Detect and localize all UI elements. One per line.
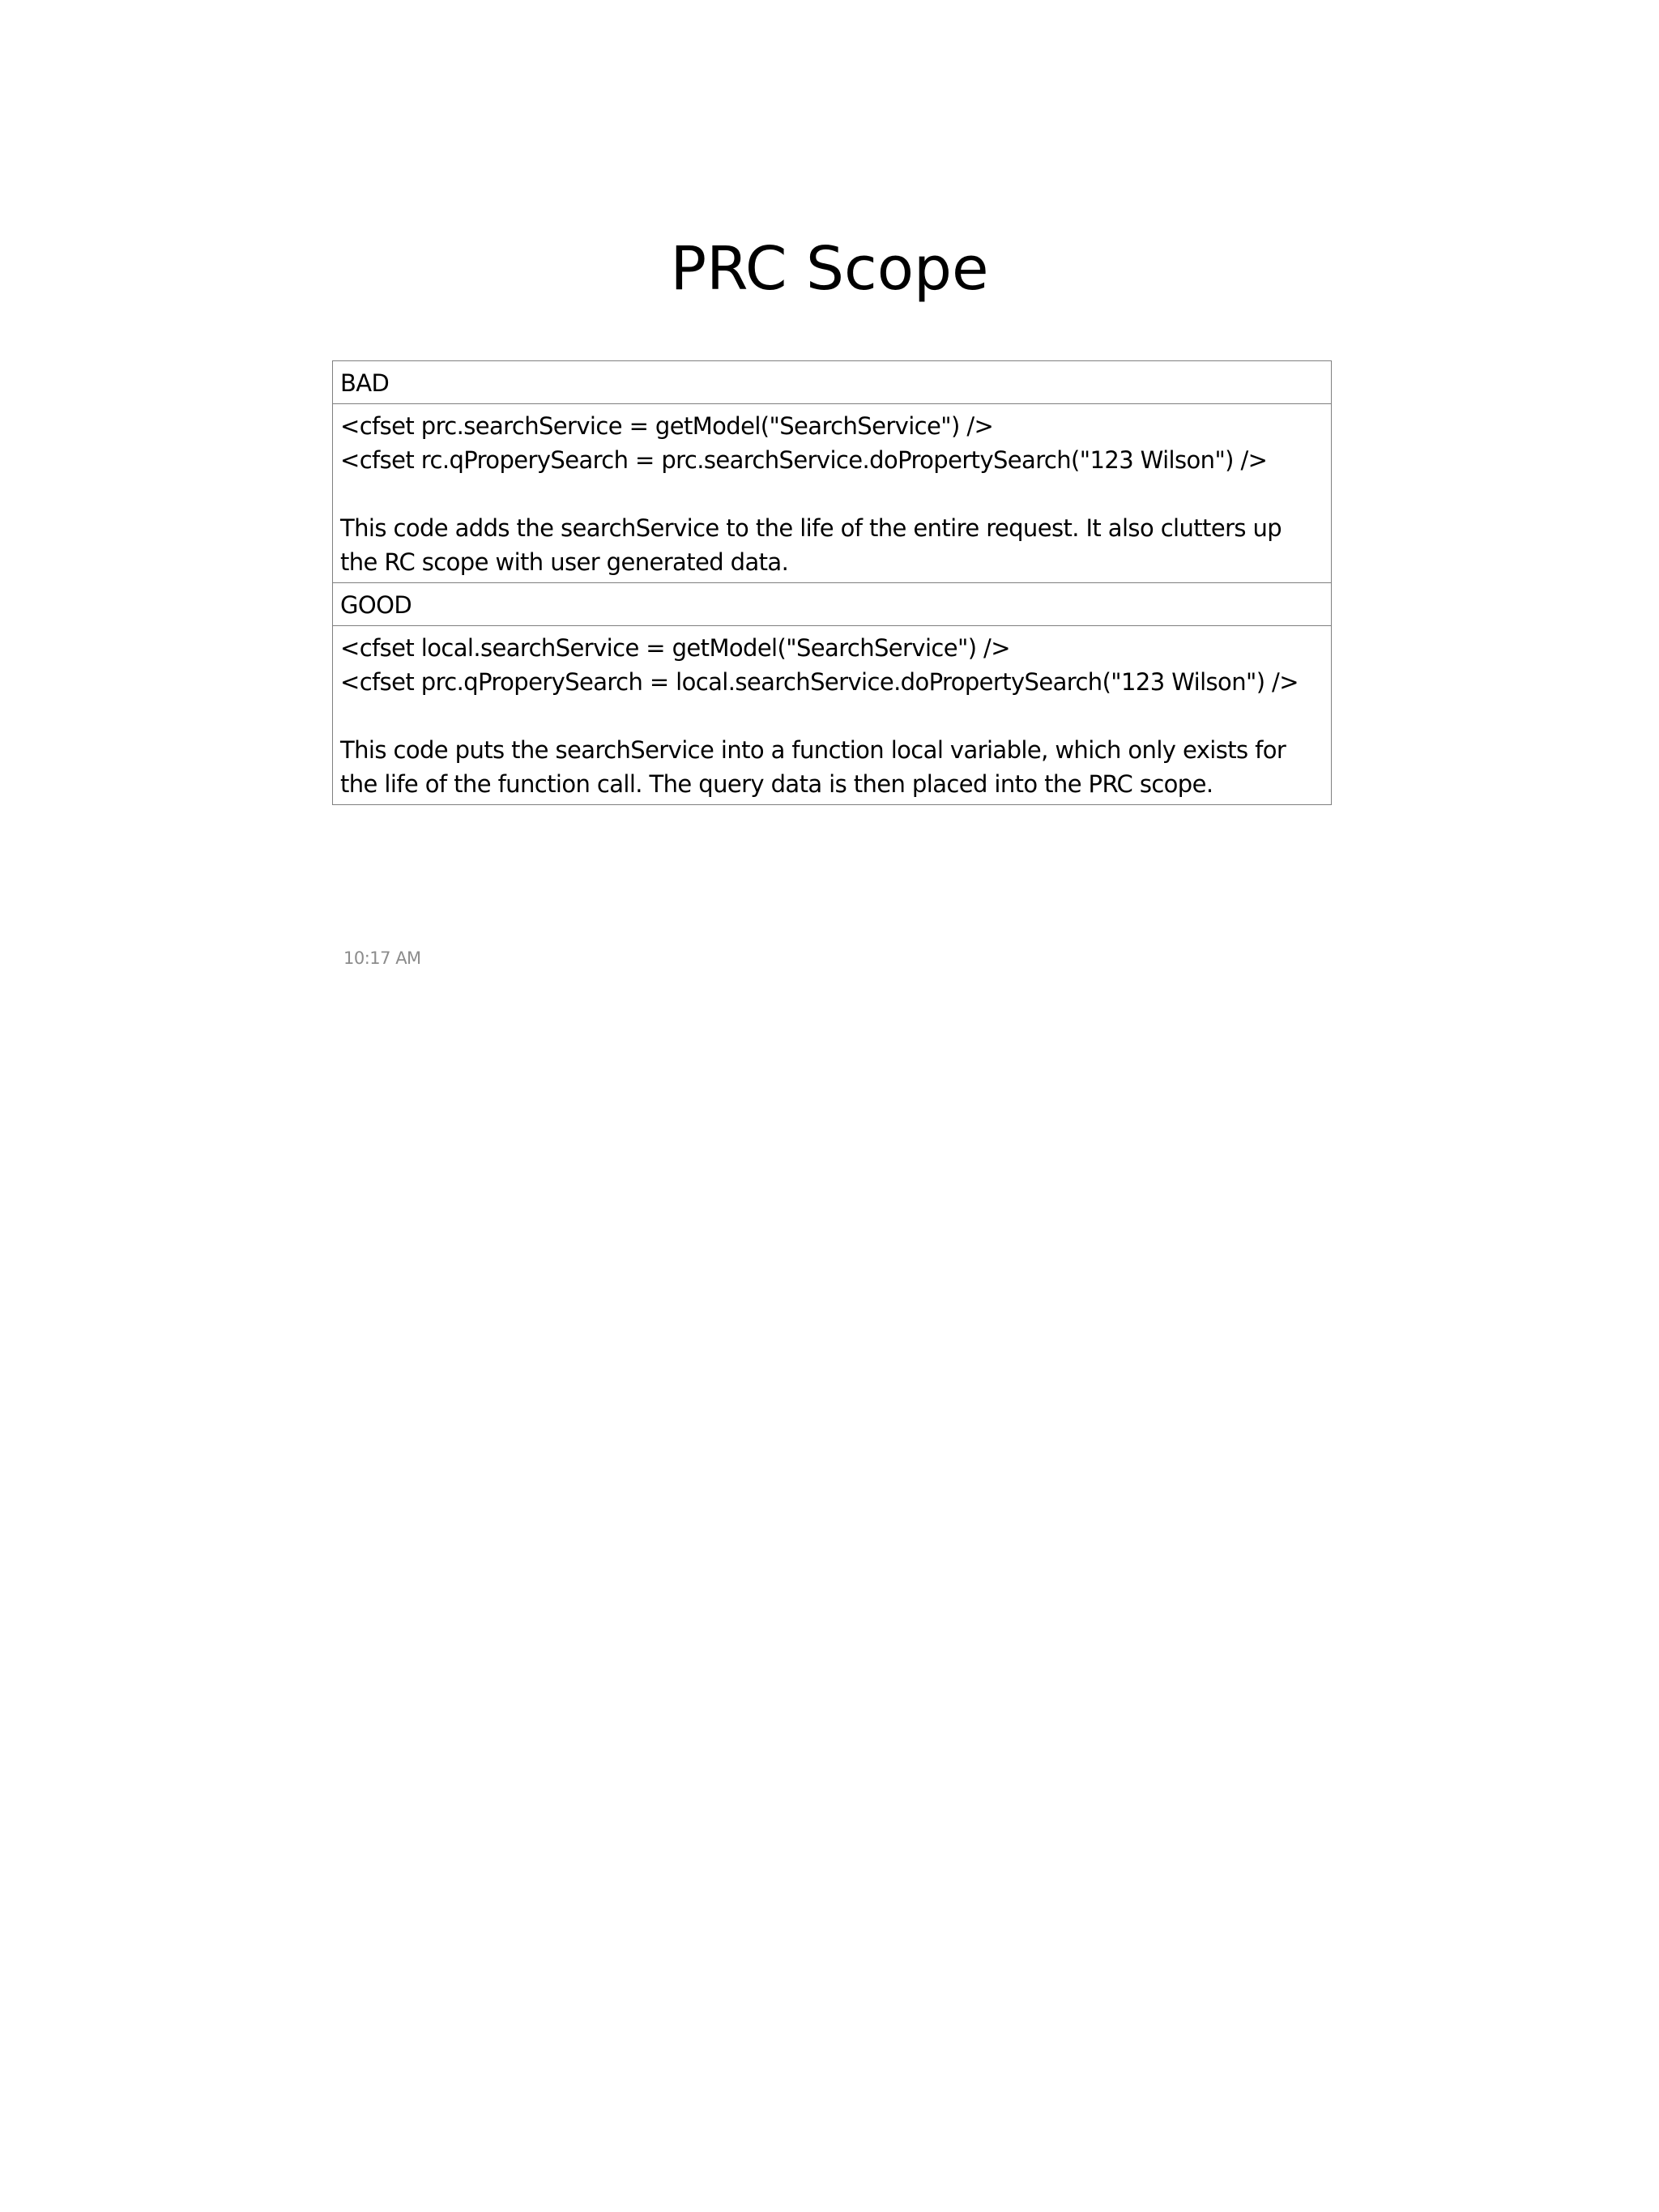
scope-comparison-table: [332, 360, 1332, 805]
bad-code-line-2: <cfset rc.qProperySearch = prc.searchService.doPropertySearch("123 Wilson") />: [340, 446, 1268, 474]
good-label: GOOD: [340, 591, 412, 619]
good-code-line-1: <cfset local.searchService = getModel("SearchService") />: [340, 634, 1010, 662]
bad-code-line-1: <cfset prc.searchService = getModel("SearchService") />: [340, 412, 994, 440]
good-note-line-2: the life of the function call. The query data is then placed into the PRC scope.: [340, 770, 1213, 798]
good-code-line-2: <cfset prc.qProperySearch = local.searchService.doPropertySearch("123 Wilson") />: [340, 668, 1299, 696]
bad-header-cell: [333, 361, 1332, 404]
good-header-cell: [333, 583, 1332, 626]
timestamp: 10:17 AM: [343, 948, 421, 968]
bad-label: BAD: [340, 369, 390, 397]
page-title: PRC Scope: [670, 234, 989, 304]
bad-note-line-1: This code adds the searchService to the life of the entire request. It also clutters up: [340, 514, 1282, 542]
bad-content-cell: [333, 404, 1332, 583]
blank-line: [340, 699, 1324, 733]
table-row: [333, 404, 1332, 583]
good-note-line-1: This code puts the searchService into a function local variable, which only exists for: [340, 736, 1286, 764]
table-row: [333, 583, 1332, 626]
good-content-cell: [333, 626, 1332, 805]
blank-line: [340, 477, 1324, 511]
bad-note-line-2: the RC scope with user generated data.: [340, 548, 789, 576]
table-row: [333, 626, 1332, 805]
table-row: [333, 361, 1332, 404]
